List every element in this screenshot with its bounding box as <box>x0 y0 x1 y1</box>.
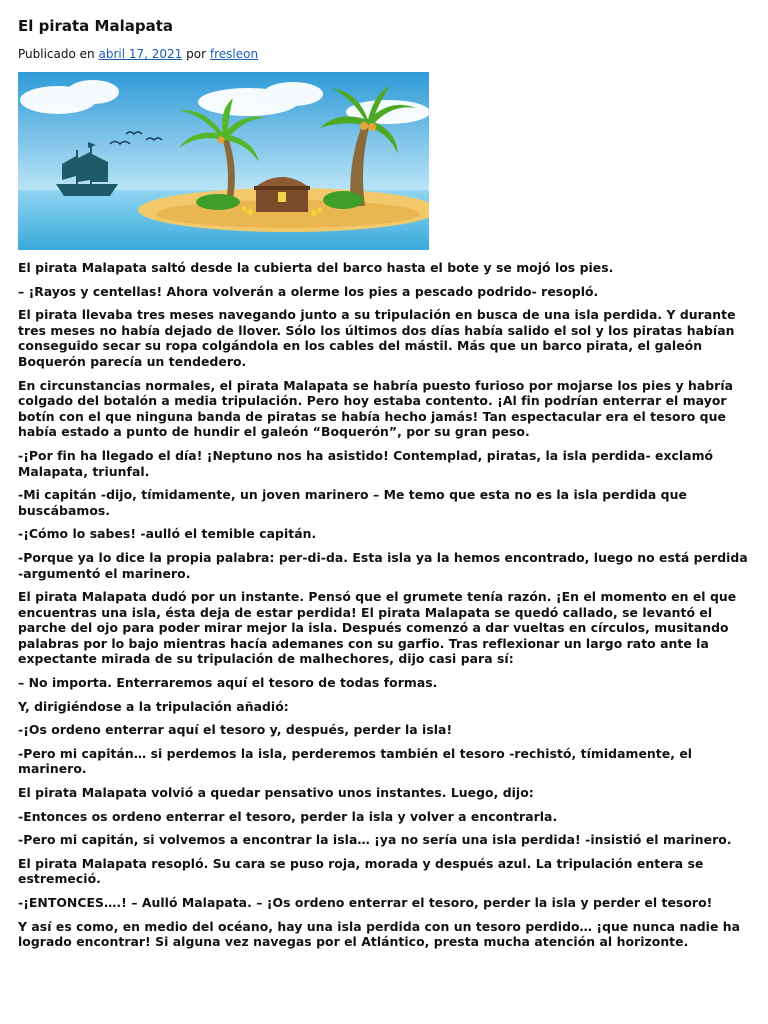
paragraph: El pirata Malapata volvió a quedar pensativo unos instantes. Luego, dijo: <box>18 785 534 801</box>
paragraph: -¡Cómo lo sabes! -aulló el temible capitán. <box>18 526 317 542</box>
paragraph: -Entonces os ordeno enterrar el tesoro, perder la isla y volver a encontrarla. <box>18 808 558 824</box>
paragraph: -Mi capitán -dijo, tímidamente, un joven marinero – Me temo que esta no es la isla perdida que buscábamos. <box>18 487 687 518</box>
paragraph: -Pero mi capitán, si volvemos a encontrar la isla… ¡ya no sería una isla perdida! -insistió el marinero. <box>18 832 732 848</box>
paragraph: Y, dirigiéndose a la tripulación añadió: <box>18 698 289 714</box>
story-body <box>18 260 748 950</box>
paragraph: -Pero mi capitán… si perdemos la isla, perderemos también el tesoro -rechistó, tímidamente, el marinero. <box>18 745 693 777</box>
paragraph: -¡Os ordeno enterrar aquí el tesoro y, después, perder la isla! <box>18 722 453 738</box>
post-meta <box>18 46 748 62</box>
paragraph: -¡ENTONCES….! – Aulló Malapata. – ¡Os ordeno enterrar el tesoro, perder la isla y perder el tesoro! <box>18 895 713 910</box>
paragraph: – ¡Rayos y centellas! Ahora volverán a olerme los pies a pescado podrido- resopló. <box>18 283 599 299</box>
meta-prefix: Publicado en <box>18 47 95 61</box>
author-link[interactable]: fresleon <box>209 47 259 61</box>
paragraph: En circunstancias normales, el pirata Malapata se habría puesto furioso por mojarse los pies y habría colgado del botalón a media tripulación. Pero hoy estaba contento. ¡Al fin podrían enterrar el mayor botín con el que ninguna banda de piratas se había hecho jamás! Tan espectacular era el tesoro que había estado a punto de hundir el galeón “Boquerón”, por su gran peso. <box>18 377 734 440</box>
paragraph: El pirata Malapata resopló. Su cara se puso roja, morada y después azul. La tripulación entera se estremeció. <box>18 855 704 887</box>
paragraph: -Porque ya lo dice la propia palabra: per-di-da. Esta isla ya la hemos encontrado, luego no está perdida -argumentó el marinero. <box>18 549 748 581</box>
paragraph: El pirata Malapata saltó desde la cubierta del barco hasta el bote y se mojó los pies. <box>18 260 614 275</box>
island-illustration <box>18 72 429 250</box>
paragraph: Y así es como, en medio del océano, hay una isla perdida con un tesoro perdido… ¡que nunca nadie ha logrado encontrar! Si alguna vez navegas por el Atlántico, presta mucha atención al horizonte. <box>18 918 741 950</box>
paragraph: El pirata Malapata dudó por un instante. Pensó que el grumete tenía razón. ¡En el momento en el que encuentras una isla, ésta deja de estar perdida! El pirata Malapata se quedó callado, se levantó el parche del ojo para poder mirar mejor la isla. Después comenzó a dar vueltas en círculos, musitando palabras por lo bajo mientras hacía ademanes con su garfio. Tras reflexionar un largo rato ante la expectante mirada de su tripulación de malhechores, dijo casi para sí: <box>18 589 737 667</box>
post-date-link[interactable]: abril 17, 2021 <box>98 47 183 61</box>
post-title: El pirata Malapata <box>18 17 173 35</box>
meta-by: por <box>186 47 207 61</box>
article <box>18 0 748 958</box>
paragraph: -¡Por fin ha llegado el día! ¡Neptuno nos ha asistido! Contemplad, piratas, la isla perdida- exclamó Malapata, triunfal. <box>18 447 714 479</box>
paragraph: – No importa. Enterraremos aquí el tesoro de todas formas. <box>18 675 438 691</box>
paragraph: El pirata llevaba tres meses navegando junto a su tripulación en busca de una isla perdida. Y durante tres meses no había dejado de llover. Sólo los últimos dos días había salido el sol y los piratas habían conseguido secar su ropa colgándola en los cables del mástil. Más que un barco pirata, el galeón Boquerón parecía un tendedero. <box>18 307 736 369</box>
